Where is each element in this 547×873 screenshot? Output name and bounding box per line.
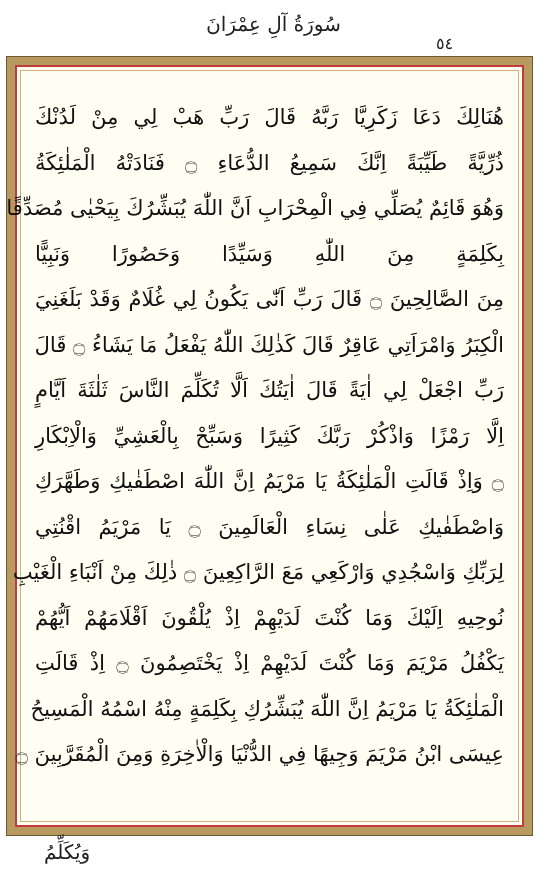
- text-line: اِلَّا رَمْزًا وَاذْكُرْ رَبَّكَ كَثِيرًا وَسَبِّحْ بِالْعَشِيِّ وَالْاِبْكَارِ: [35, 423, 504, 448]
- text-line: بِكَلِمَةٍ مِنَ اللّٰهِ وَسَيِّدًا وَحَصُورًا وَنَبِيًّا: [35, 241, 504, 266]
- catchword: وَيُكَلِّمُ: [44, 840, 91, 864]
- text-line: الْمَلٰئِكَةُ يَا مَرْيَمُ اِنَّ اللّٰهَ يُبَشِّرُكِ بِكَلِمَةٍ مِنْهُ اسْمُهُ الْمَسِيحُ: [30, 696, 504, 721]
- text-panel: [6, 65, 524, 827]
- verse-lines: [6, 95, 504, 811]
- text-line: هُنَالِكَ دَعَا زَكَرِيَّا رَبَّهُ قَالَ رَبِّ هَبْ لِي مِنْ لَدُنْكَ: [35, 105, 504, 129]
- text-line: لِرَبِّكِ وَاسْجُدِي وَارْكَعِي مَعَ الرَّاكِعِينَ ۝ ذٰلِكَ مِنْ اَنْبَاءِ الْغَيْبِ: [12, 560, 504, 584]
- surah-title: سُورَةُ آلِ عِمْرَانَ: [206, 12, 341, 36]
- text-line: ذُرِّيَّةً طَيِّبَةً اِنَّكَ سَمِيعُ الدُّعَاءِ ۝ فَنَادَتْهُ الْمَلٰئِكَةُ: [35, 150, 504, 175]
- text-line: وَاصْطَفٰيكِ عَلٰى نِسَاءِ الْعَالَمِينَ ۝ يَا مَرْيَمُ اقْنُتِي: [35, 514, 504, 539]
- text-line: عِيسَى ابْنُ مَرْيَمَ وَجِيهًا فِي الدُّنْيَا وَالْاٰخِرَةِ وَمِنَ الْمُقَرَّبِينَ ۝: [15, 742, 504, 766]
- text-line: نُوحِيهِ اِلَيْكَ وَمَا كُنْتَ لَدَيْهِمْ اِذْ يُلْقُونَ اَقْلَامَهُمْ اَيُّهُمْ: [35, 605, 504, 630]
- text-line: ۝ وَاِذْ قَالَتِ الْمَلٰئِكَةُ يَا مَرْيَمُ اِنَّ اللّٰهَ اصْطَفٰيكِ وَطَهَّرَكِ: [35, 469, 504, 493]
- text-line: وَهُوَ قَائِمٌ يُصَلِّي فِي الْمِحْرَابِ اَنَّ اللّٰهَ يُبَشِّرُكَ بِيَحْيٰى مُصَدِّقًا: [6, 196, 504, 220]
- text-line: الْكِبَرُ وَامْرَاَتِي عَاقِرٌ قَالَ كَذٰلِكَ اللّٰهُ يَفْعَلُ مَا يَشَاءُ ۝ قَالَ: [34, 332, 504, 357]
- text-line: رَبِّ اجْعَلْ لِي اٰيَةً قَالَ اٰيَتُكَ اَلَّا تُكَلِّمَ النَّاسَ ثَلٰثَةَ اَيَّامٍ: [35, 378, 504, 402]
- page-number: ٥٤: [436, 34, 454, 53]
- text-line: مِنَ الصَّالِحِينَ ۝ قَالَ رَبِّ اَنّٰى يَكُونُ لِي غُلَامٌ وَقَدْ بَلَغَنِيَ: [35, 287, 504, 311]
- text-line: يَكْفُلُ مَرْيَمَ وَمَا كُنْتَ لَدَيْهِمْ اِذْ يَخْتَصِمُونَ ۝ اِذْ قَالَتِ: [35, 651, 504, 675]
- page-frame: [6, 56, 533, 836]
